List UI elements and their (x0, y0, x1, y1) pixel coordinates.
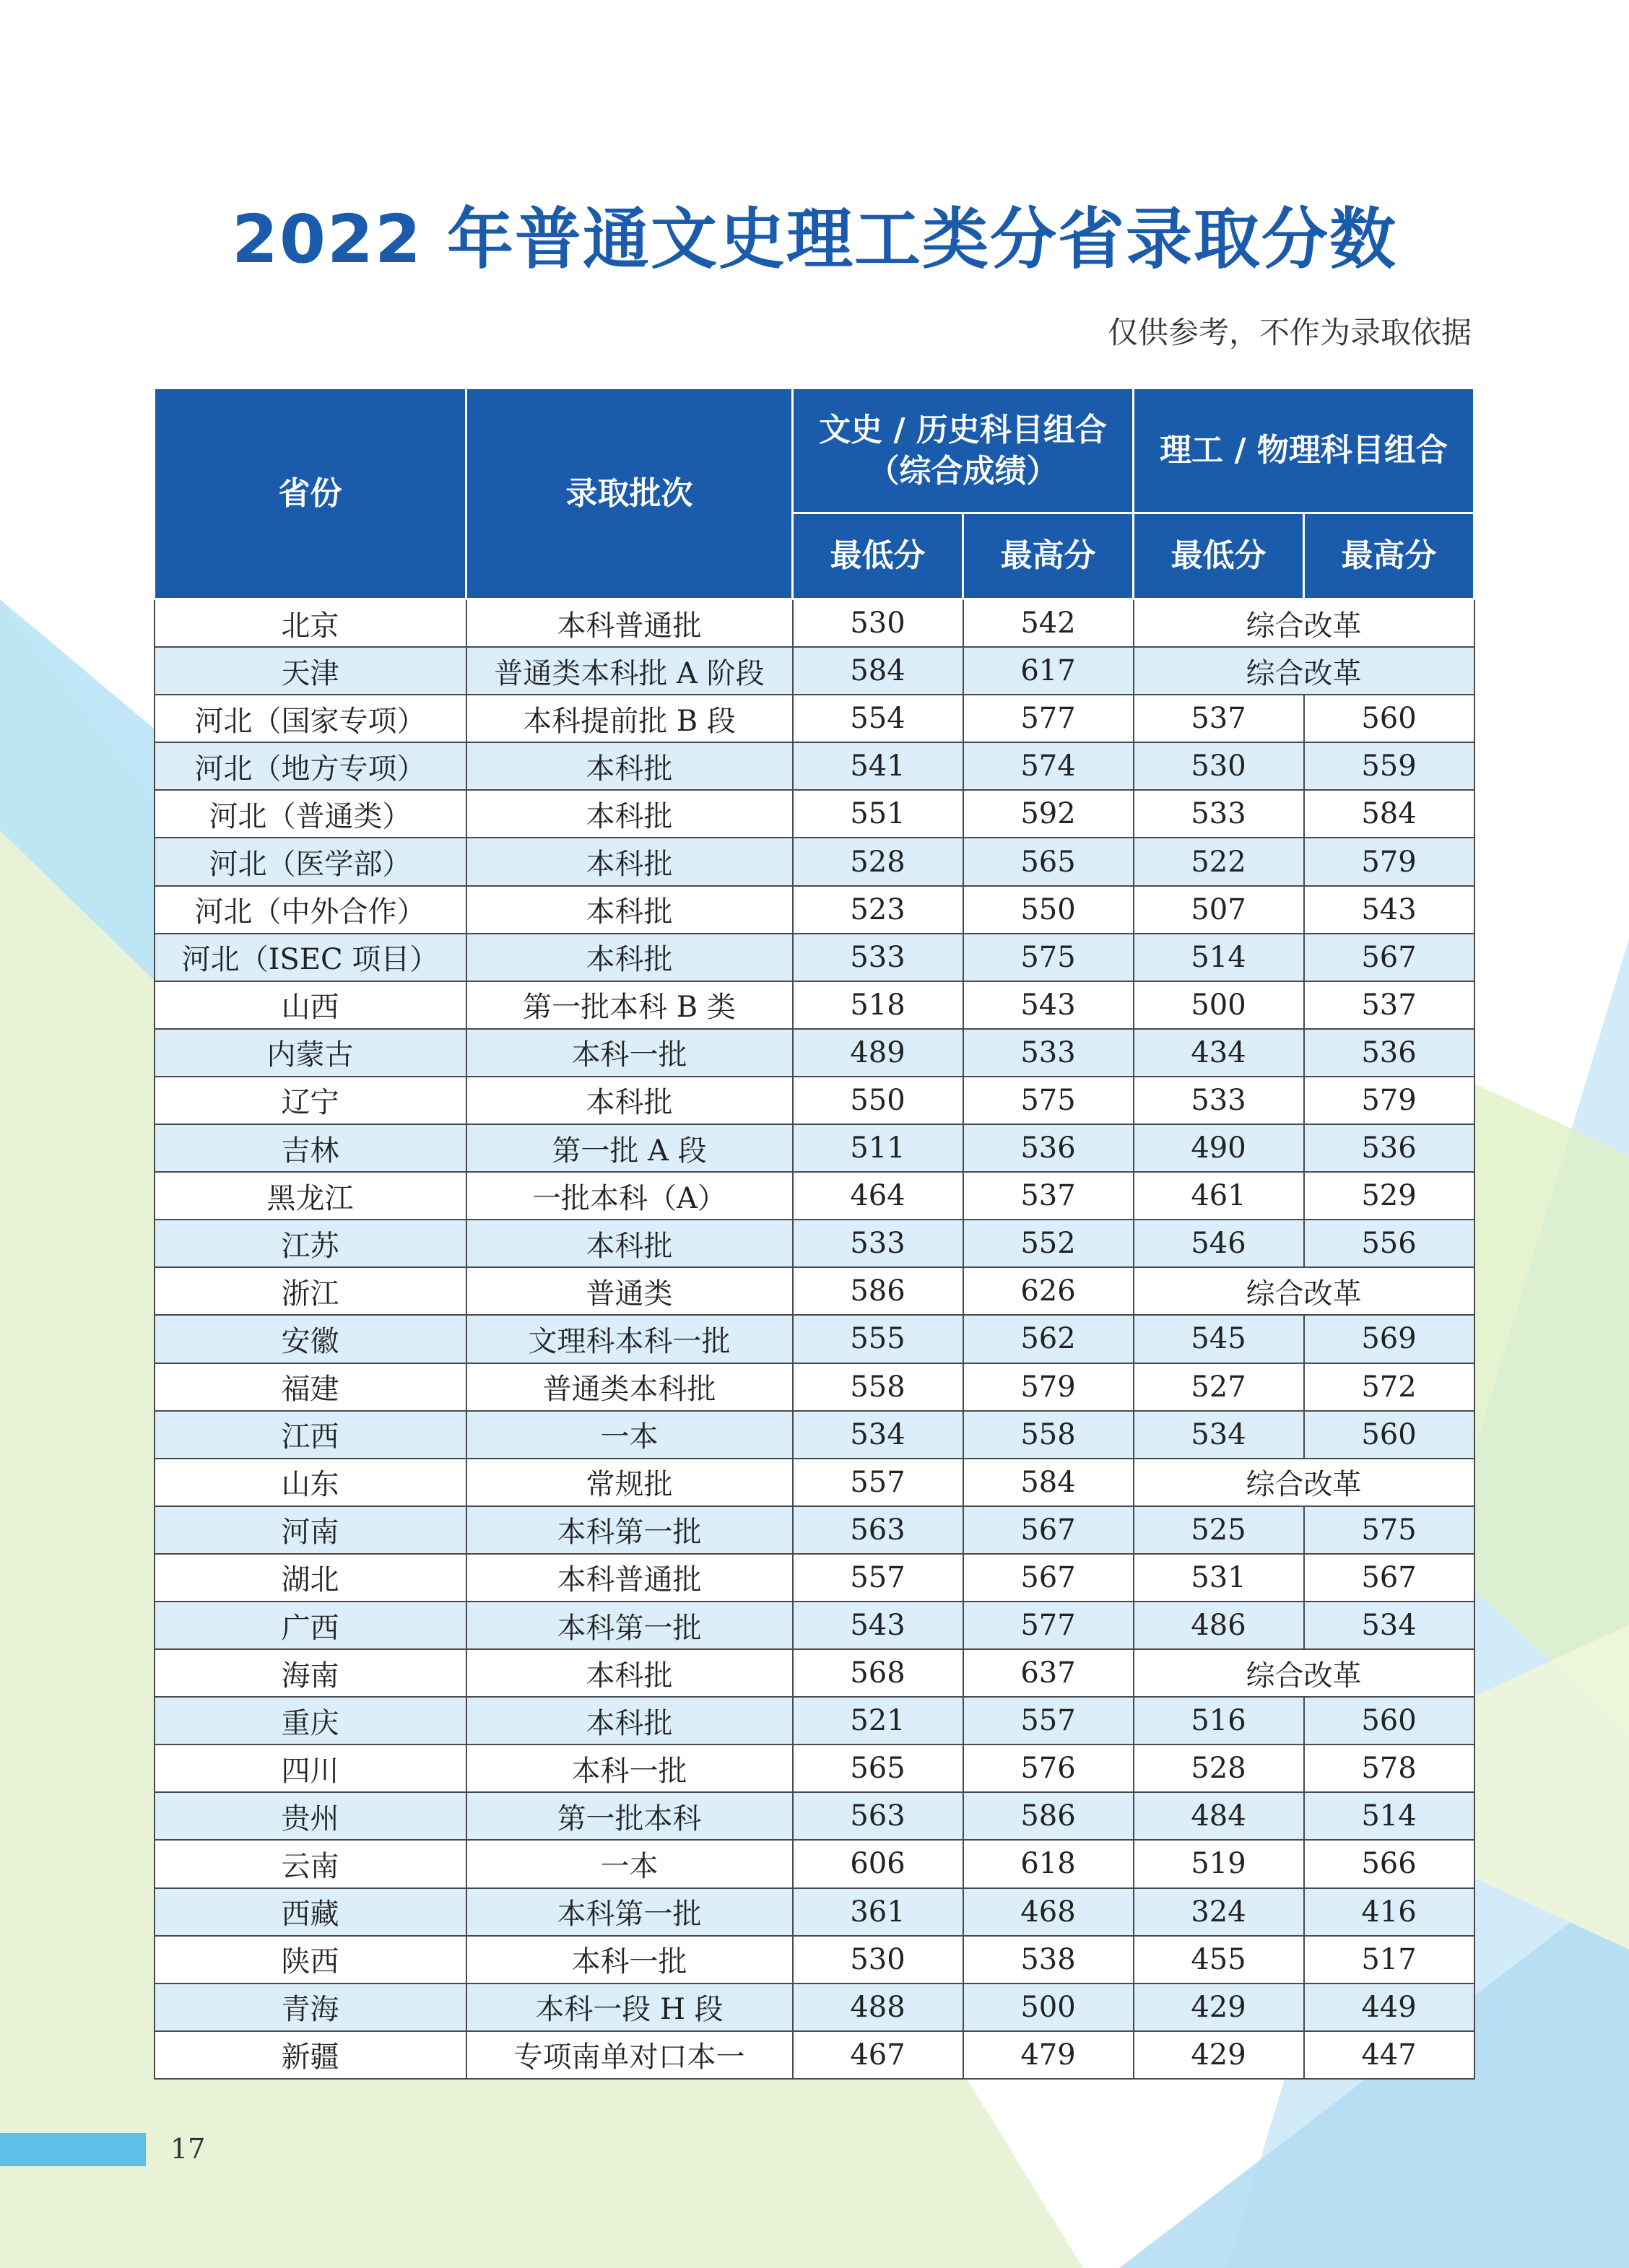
cell-science-min: 528 (1134, 1745, 1304, 1792)
table-row (155, 1888, 1474, 1936)
table-row (155, 599, 1474, 648)
cell-liberal-max: 537 (963, 1172, 1134, 1220)
table-row (155, 1124, 1474, 1172)
cell-science-max: 559 (1304, 742, 1474, 790)
table-row (155, 647, 1474, 695)
table-row (155, 886, 1474, 934)
cell-science-min: 530 (1134, 742, 1304, 790)
cell-science-max: 569 (1304, 1315, 1474, 1363)
cell-province: 江苏 (155, 1220, 466, 1267)
cell-liberal-max: 468 (963, 1888, 1134, 1936)
table-row (155, 695, 1474, 742)
cell-liberal-min: 530 (793, 1936, 963, 1984)
cell-science-max: 537 (1304, 981, 1474, 1029)
cell-batch: 第一批本科 (466, 1792, 793, 1840)
cell-liberal-max: 533 (963, 1029, 1134, 1077)
cell-liberal-min: 528 (793, 838, 963, 885)
cell-science-min: 522 (1134, 838, 1304, 885)
cell-liberal-max: 592 (963, 790, 1134, 838)
cell-batch: 本科批 (466, 790, 793, 838)
table-row (155, 1267, 1474, 1315)
cell-science-min: 507 (1134, 886, 1304, 934)
cell-liberal-max: 574 (963, 742, 1134, 790)
cell-science-min: 519 (1134, 1840, 1304, 1887)
cell-province: 江西 (155, 1411, 466, 1459)
cell-batch: 文理科本科一批 (466, 1315, 793, 1363)
header-liberal-group: 文史 / 历史科目组合 （综合成绩） (793, 388, 1134, 513)
cell-province: 北京 (155, 599, 466, 648)
table-row (155, 1029, 1474, 1077)
cell-province: 河北（国家专项） (155, 695, 466, 742)
cell-liberal-min: 533 (793, 1220, 963, 1267)
cell-liberal-min: 467 (793, 2031, 963, 2079)
cell-science-min: 525 (1134, 1506, 1304, 1554)
cell-province: 河北（ISEC 项目） (155, 934, 466, 981)
cell-science-max: 567 (1304, 1554, 1474, 1602)
cell-science-min: 429 (1134, 1984, 1304, 2031)
score-table (153, 387, 1475, 2080)
table-row (155, 1077, 1474, 1124)
cell-liberal-min: 557 (793, 1459, 963, 1506)
cell-batch: 本科普通批 (466, 599, 793, 648)
cell-science-max: 529 (1304, 1172, 1474, 1220)
cell-science-max: 560 (1304, 1697, 1474, 1745)
cell-batch: 本科一批 (466, 1936, 793, 1984)
cell-province: 浙江 (155, 1267, 466, 1315)
cell-science-min: 545 (1134, 1315, 1304, 1363)
page-number-bar (0, 2133, 146, 2166)
cell-liberal-max: 637 (963, 1649, 1134, 1697)
cell-science-min: 546 (1134, 1220, 1304, 1267)
table-row (155, 1792, 1474, 1840)
cell-liberal-min: 568 (793, 1649, 963, 1697)
cell-batch: 第一批本科 B 类 (466, 981, 793, 1029)
cell-liberal-min: 565 (793, 1745, 963, 1792)
cell-batch: 本科批 (466, 742, 793, 790)
cell-province: 河北（医学部） (155, 838, 466, 885)
cell-batch: 本科批 (466, 1697, 793, 1745)
cell-liberal-max: 500 (963, 1984, 1134, 2031)
cell-science-max: 536 (1304, 1029, 1474, 1077)
cell-science-min: 531 (1134, 1554, 1304, 1602)
header-batch: 录取批次 (466, 388, 793, 599)
score-table-body (155, 599, 1474, 2079)
cell-batch: 普通类本科批 (466, 1363, 793, 1411)
cell-liberal-min: 534 (793, 1411, 963, 1459)
cell-liberal-min: 554 (793, 695, 963, 742)
cell-province: 安徽 (155, 1315, 466, 1363)
cell-liberal-max: 626 (963, 1267, 1134, 1315)
cell-science-max: 560 (1304, 1411, 1474, 1459)
cell-batch: 本科批 (466, 1220, 793, 1267)
cell-science-min: 534 (1134, 1411, 1304, 1459)
cell-province: 河南 (155, 1506, 466, 1554)
cell-liberal-max: 577 (963, 1602, 1134, 1649)
cell-liberal-min: 361 (793, 1888, 963, 1936)
cell-batch: 本科批 (466, 1077, 793, 1124)
cell-liberal-max: 584 (963, 1459, 1134, 1506)
cell-province: 陕西 (155, 1936, 466, 1984)
cell-batch: 普通类本科批 A 阶段 (466, 647, 793, 695)
cell-liberal-min: 464 (793, 1172, 963, 1220)
cell-science-merged: 综合改革 (1134, 1459, 1474, 1506)
cell-liberal-max: 618 (963, 1840, 1134, 1887)
cell-batch: 本科一段 H 段 (466, 1984, 793, 2031)
cell-batch: 本科批 (466, 1649, 793, 1697)
cell-science-min: 461 (1134, 1172, 1304, 1220)
cell-liberal-min: 563 (793, 1792, 963, 1840)
cell-liberal-min: 557 (793, 1554, 963, 1602)
cell-batch: 第一批 A 段 (466, 1124, 793, 1172)
table-row (155, 1745, 1474, 1792)
cell-liberal-min: 523 (793, 886, 963, 934)
cell-liberal-max: 575 (963, 1077, 1134, 1124)
cell-science-min: 533 (1134, 790, 1304, 838)
header-science-group: 理工 / 物理科目组合 (1134, 388, 1474, 513)
cell-liberal-min: 488 (793, 1984, 963, 2031)
cell-science-max: 578 (1304, 1745, 1474, 1792)
table-row (155, 1506, 1474, 1554)
cell-science-min: 500 (1134, 981, 1304, 1029)
cell-batch: 常规批 (466, 1459, 793, 1506)
table-row (155, 1697, 1474, 1745)
cell-liberal-max: 538 (963, 1936, 1134, 1984)
table-row (155, 1840, 1474, 1887)
page-title: 2022 年普通文史理工类分省录取分数 (231, 201, 1398, 278)
cell-liberal-max: 550 (963, 886, 1134, 934)
table-row (155, 934, 1474, 981)
cell-province: 重庆 (155, 1697, 466, 1745)
cell-science-min: 455 (1134, 1936, 1304, 1984)
cell-batch: 专项南单对口本一 (466, 2031, 793, 2079)
cell-batch: 本科第一批 (466, 1506, 793, 1554)
cell-province: 山东 (155, 1459, 466, 1506)
cell-batch: 本科批 (466, 886, 793, 934)
cell-province: 天津 (155, 647, 466, 695)
cell-science-max: 449 (1304, 1984, 1474, 2031)
cell-liberal-min: 518 (793, 981, 963, 1029)
cell-batch: 本科普通批 (466, 1554, 793, 1602)
cell-science-merged: 综合改革 (1134, 1649, 1474, 1697)
cell-liberal-min: 563 (793, 1506, 963, 1554)
cell-science-min: 486 (1134, 1602, 1304, 1649)
cell-province: 黑龙江 (155, 1172, 466, 1220)
cell-science-max: 567 (1304, 934, 1474, 981)
cell-science-max: 514 (1304, 1792, 1474, 1840)
cell-province: 湖北 (155, 1554, 466, 1602)
cell-liberal-min: 551 (793, 790, 963, 838)
cell-liberal-max: 542 (963, 599, 1134, 648)
header-province: 省份 (155, 388, 466, 599)
cell-science-merged: 综合改革 (1134, 599, 1474, 648)
cell-liberal-min: 530 (793, 599, 963, 648)
cell-science-max: 579 (1304, 838, 1474, 885)
cell-province: 青海 (155, 1984, 466, 2031)
cell-liberal-min: 521 (793, 1697, 963, 1745)
table-row (155, 1602, 1474, 1649)
cell-province: 河北（普通类） (155, 790, 466, 838)
cell-province: 辽宁 (155, 1077, 466, 1124)
cell-batch: 本科第一批 (466, 1602, 793, 1649)
cell-science-merged: 综合改革 (1134, 1267, 1474, 1315)
cell-province: 广西 (155, 1602, 466, 1649)
cell-batch: 本科一批 (466, 1745, 793, 1792)
cell-science-max: 536 (1304, 1124, 1474, 1172)
cell-science-min: 537 (1134, 695, 1304, 742)
table-row (155, 1649, 1474, 1697)
cell-batch: 本科第一批 (466, 1888, 793, 1936)
table-row (155, 1363, 1474, 1411)
table-row (155, 1172, 1474, 1220)
cell-science-min: 514 (1134, 934, 1304, 981)
cell-science-min: 434 (1134, 1029, 1304, 1077)
cell-liberal-min: 543 (793, 1602, 963, 1649)
table-row (155, 790, 1474, 838)
cell-province: 新疆 (155, 2031, 466, 2079)
table-row (155, 1984, 1474, 2031)
cell-liberal-max: 586 (963, 1792, 1134, 1840)
cell-province: 山西 (155, 981, 466, 1029)
cell-liberal-max: 552 (963, 1220, 1134, 1267)
cell-liberal-max: 579 (963, 1363, 1134, 1411)
cell-liberal-max: 557 (963, 1697, 1134, 1745)
cell-province: 西藏 (155, 1888, 466, 1936)
table-row (155, 1554, 1474, 1602)
cell-liberal-min: 533 (793, 934, 963, 981)
cell-province: 河北（地方专项） (155, 742, 466, 790)
cell-batch: 一本 (466, 1411, 793, 1459)
cell-science-max: 543 (1304, 886, 1474, 934)
cell-batch: 一本 (466, 1840, 793, 1887)
cell-province: 河北（中外合作） (155, 886, 466, 934)
cell-science-merged: 综合改革 (1134, 647, 1474, 695)
header-science-max: 最高分 (1304, 513, 1474, 599)
cell-liberal-max: 479 (963, 2031, 1134, 2079)
cell-liberal-max: 565 (963, 838, 1134, 885)
header-liberal-min: 最低分 (793, 513, 963, 599)
table-row (155, 981, 1474, 1029)
cell-batch: 本科一批 (466, 1029, 793, 1077)
cell-batch: 本科提前批 B 段 (466, 695, 793, 742)
header-liberal-max: 最高分 (963, 513, 1134, 599)
cell-liberal-max: 575 (963, 934, 1134, 981)
cell-liberal-max: 617 (963, 647, 1134, 695)
cell-province: 贵州 (155, 1792, 466, 1840)
cell-liberal-max: 562 (963, 1315, 1134, 1363)
disclaimer-note: 仅供参考，不作为录取依据 (1107, 315, 1472, 350)
cell-science-max: 566 (1304, 1840, 1474, 1887)
cell-liberal-max: 567 (963, 1554, 1134, 1602)
cell-liberal-max: 576 (963, 1745, 1134, 1792)
header-science-min: 最低分 (1134, 513, 1304, 599)
cell-science-min: 484 (1134, 1792, 1304, 1840)
cell-liberal-max: 567 (963, 1506, 1134, 1554)
cell-province: 海南 (155, 1649, 466, 1697)
cell-liberal-min: 586 (793, 1267, 963, 1315)
table-row (155, 1411, 1474, 1459)
cell-science-max: 579 (1304, 1077, 1474, 1124)
cell-batch: 一批本科（A） (466, 1172, 793, 1220)
cell-province: 福建 (155, 1363, 466, 1411)
cell-science-max: 416 (1304, 1888, 1474, 1936)
table-row (155, 838, 1474, 885)
cell-liberal-max: 558 (963, 1411, 1134, 1459)
cell-province: 内蒙古 (155, 1029, 466, 1077)
cell-batch: 本科批 (466, 838, 793, 885)
table-row (155, 1459, 1474, 1506)
table-row (155, 1220, 1474, 1267)
cell-liberal-max: 577 (963, 695, 1134, 742)
cell-liberal-max: 543 (963, 981, 1134, 1029)
cell-science-min: 490 (1134, 1124, 1304, 1172)
cell-science-min: 516 (1134, 1697, 1304, 1745)
cell-science-max: 556 (1304, 1220, 1474, 1267)
table-row (155, 1936, 1474, 1984)
cell-province: 云南 (155, 1840, 466, 1887)
cell-liberal-min: 550 (793, 1077, 963, 1124)
cell-liberal-min: 541 (793, 742, 963, 790)
table-row (155, 1315, 1474, 1363)
cell-science-max: 572 (1304, 1363, 1474, 1411)
cell-province: 吉林 (155, 1124, 466, 1172)
cell-science-max: 517 (1304, 1936, 1474, 1984)
cell-liberal-min: 511 (793, 1124, 963, 1172)
cell-science-min: 533 (1134, 1077, 1304, 1124)
cell-batch: 本科批 (466, 934, 793, 981)
cell-science-max: 560 (1304, 695, 1474, 742)
cell-liberal-min: 606 (793, 1840, 963, 1887)
cell-batch: 普通类 (466, 1267, 793, 1315)
cell-liberal-min: 555 (793, 1315, 963, 1363)
cell-science-max: 575 (1304, 1506, 1474, 1554)
cell-science-min: 324 (1134, 1888, 1304, 1936)
cell-science-max: 584 (1304, 790, 1474, 838)
cell-science-min: 429 (1134, 2031, 1304, 2079)
cell-liberal-min: 584 (793, 647, 963, 695)
cell-province: 四川 (155, 1745, 466, 1792)
table-row (155, 742, 1474, 790)
cell-liberal-min: 558 (793, 1363, 963, 1411)
cell-science-max: 534 (1304, 1602, 1474, 1649)
cell-science-max: 447 (1304, 2031, 1474, 2079)
cell-liberal-max: 536 (963, 1124, 1134, 1172)
cell-science-min: 527 (1134, 1363, 1304, 1411)
page-number: 17 (170, 2133, 206, 2165)
table-row (155, 2031, 1474, 2079)
cell-liberal-min: 489 (793, 1029, 963, 1077)
